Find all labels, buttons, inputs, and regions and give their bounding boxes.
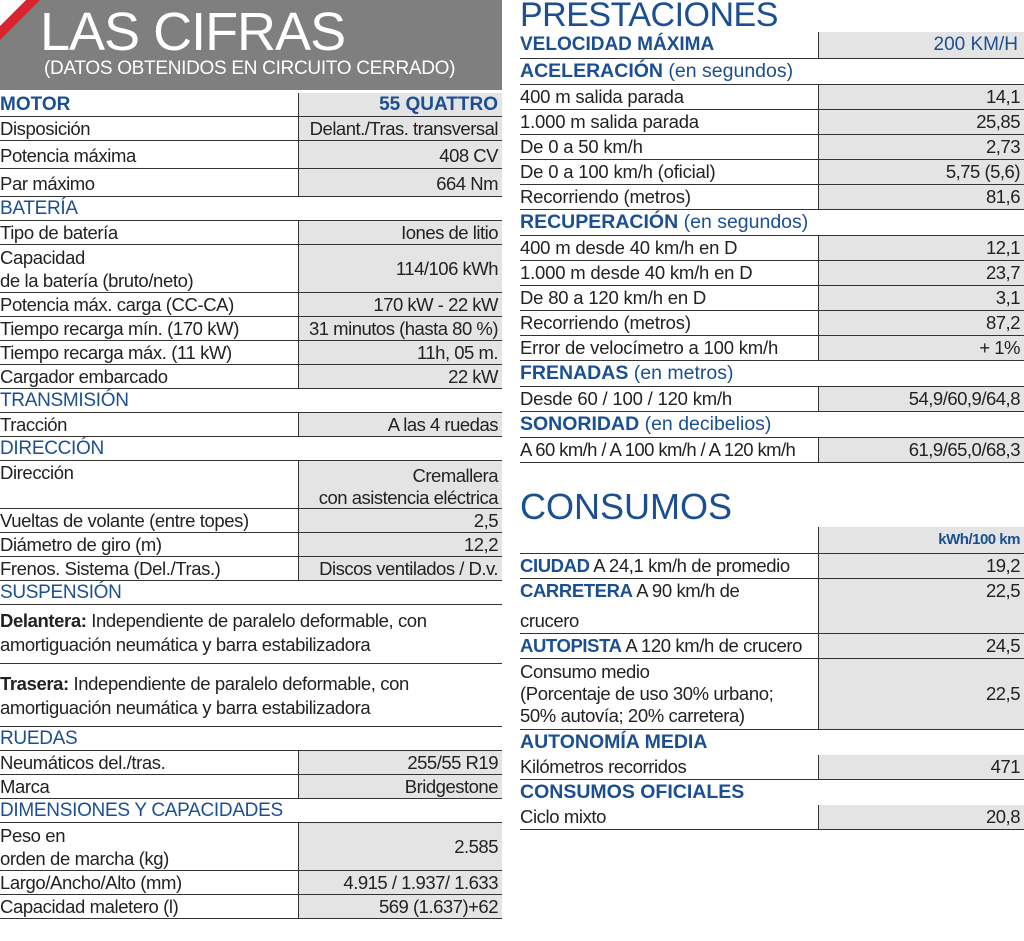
- transmision-title: TRANSMISIÓN: [0, 389, 502, 413]
- table-row: [520, 160, 1024, 185]
- row-label: Vueltas de volante (entre topes): [0, 510, 249, 531]
- row-label: 400 m desde 40 km/h en D: [520, 237, 738, 258]
- row-label: Recorriendo (metros): [520, 312, 691, 333]
- page-title: LAS CIFRAS: [40, 2, 346, 62]
- trasera-text: amortiguación neumática y barra estabilizadora: [0, 697, 371, 718]
- table-row: [520, 135, 1024, 160]
- table-row: [520, 261, 1024, 286]
- row-label: 400 m salida parada: [520, 86, 684, 107]
- autopista-key: AUTOPISTA: [520, 635, 622, 656]
- motor-header: [0, 93, 502, 117]
- recuperacion-unit: (en segundos): [678, 211, 809, 233]
- row-label: Tiempo recarga máx. (11 kW): [0, 342, 232, 363]
- table-row: [520, 85, 1024, 110]
- table-row: [520, 805, 1024, 830]
- row-label: Desde 60 / 100 / 120 km/h: [520, 388, 732, 409]
- row-label: A 60 km/h / A 100 km/h / A 120 km/h: [520, 439, 796, 460]
- row-label: Marca: [0, 776, 50, 797]
- row-value-line: Cremallera: [412, 465, 498, 486]
- row-value: 255/55 R19: [298, 751, 502, 774]
- table-row: [0, 533, 502, 557]
- row-label-line: Capacidad: [0, 247, 85, 268]
- row-label: [520, 554, 818, 578]
- row-value: 569 (1.637)+62: [298, 895, 502, 918]
- row-label: Tipo de batería: [0, 222, 118, 243]
- table-row: [520, 236, 1024, 261]
- table-row: [0, 413, 502, 437]
- row-value: 12,1: [818, 236, 1024, 260]
- header-banner: [0, 0, 502, 90]
- motor-model: 55 QUATTRO: [298, 93, 502, 116]
- row-value: 87,2: [818, 311, 1024, 335]
- row-label: De 0 a 50 km/h: [520, 136, 643, 157]
- row-value: 471: [818, 755, 1024, 779]
- table-row: [0, 365, 502, 389]
- table-row: [0, 557, 502, 581]
- table-row: [520, 185, 1024, 210]
- autonomia-title: [520, 730, 1024, 755]
- consumos-title: CONSUMOS: [520, 486, 733, 527]
- row-value: 23,7: [818, 261, 1024, 285]
- row-value: 170 kW - 22 kW: [298, 293, 502, 316]
- carretera-key: CARRETERA: [520, 580, 633, 601]
- row-value: 2,5: [298, 509, 502, 532]
- vmax-value: 200 KM/H: [818, 32, 1024, 58]
- row-label-line: Consumo medio: [520, 661, 650, 682]
- table-row: [520, 554, 1024, 579]
- row-label: 1.000 m desde 40 km/h en D: [520, 262, 753, 283]
- delantera-text: amortiguación neumática y barra estabilizadora: [0, 634, 371, 655]
- row-label-line: Peso en: [0, 825, 66, 846]
- ruedas-title: RUEDAS: [0, 727, 502, 751]
- row-value: 114/106 kWh: [298, 245, 502, 292]
- table-row: [0, 895, 502, 919]
- row-label: Ciclo mixto: [520, 806, 607, 827]
- table-row: [520, 659, 1024, 730]
- row-value: 19,2: [818, 554, 1024, 578]
- table-row: [520, 336, 1024, 361]
- row-value-line: con asistencia eléctrica: [318, 487, 498, 508]
- row-label: Kilómetros recorridos: [520, 756, 687, 777]
- row-label: Potencia máxima: [0, 145, 136, 166]
- row-label: Par máximo: [0, 173, 95, 194]
- table-row: [0, 317, 502, 341]
- ciudad-key: CIUDAD: [520, 555, 590, 576]
- row-label: Largo/Ancho/Alto (mm): [0, 872, 182, 893]
- row-label-line: de la batería (bruto/neto): [0, 270, 194, 291]
- row-label: 1.000 m salida parada: [520, 111, 699, 132]
- table-row: [520, 438, 1024, 463]
- row-label-line: (Porcentaje de uso 30% urbano;: [520, 683, 774, 704]
- row-label-line: orden de marcha (kg): [0, 848, 169, 869]
- prestaciones-title: PRESTACIONES: [520, 0, 778, 34]
- row-label: De 0 a 100 km/h (oficial): [520, 161, 716, 182]
- delantera-text: Independiente de paralelo deformable, con: [86, 610, 427, 631]
- vmax-row: [520, 32, 1024, 59]
- consumos-unit: kWh/100 km: [818, 527, 1024, 553]
- right-column: [520, 0, 1024, 830]
- row-label: Dirección: [0, 462, 74, 483]
- row-value: 25,85: [818, 110, 1024, 134]
- table-row: [0, 751, 502, 775]
- carretera-text: crucero: [520, 610, 579, 631]
- row-value: 22,5: [818, 659, 1024, 729]
- row-value: 22,5: [818, 579, 1024, 633]
- suspension-delantera: [0, 605, 502, 664]
- row-value: 61,9/65,0/68,3: [818, 438, 1024, 462]
- table-row: [0, 141, 502, 169]
- row-label: Tracción: [0, 414, 68, 435]
- table-row: [0, 509, 502, 533]
- row-label: Error de velocímetro a 100 km/h: [520, 337, 779, 358]
- oficiales-key: CONSUMOS OFICIALES: [520, 781, 745, 803]
- row-label: [520, 634, 818, 658]
- table-row: [0, 461, 502, 509]
- row-label: Tiempo recarga mín. (170 kW): [0, 318, 239, 339]
- unit-spacer: [520, 527, 818, 553]
- row-label: Recorriendo (metros): [520, 186, 691, 207]
- row-label: [0, 823, 298, 870]
- direccion-title: DIRECCIÓN: [0, 437, 502, 461]
- row-value: 3,1: [818, 286, 1024, 310]
- corner-white-mark: [0, 0, 26, 26]
- row-label: Disposición: [0, 118, 91, 139]
- row-value: 11h, 05 m.: [298, 341, 502, 364]
- table-row: [0, 169, 502, 197]
- suspension-trasera: [0, 664, 502, 727]
- oficiales-title: [520, 780, 1024, 805]
- row-label: [0, 245, 298, 292]
- row-label: Diámetro de giro (m): [0, 534, 162, 555]
- autonomia-key: AUTONOMÍA MEDIA: [520, 731, 708, 753]
- vmax-label: VELOCIDAD MÁXIMA: [520, 34, 715, 55]
- row-label: [520, 659, 818, 729]
- row-label: [520, 579, 818, 633]
- row-value: 4.915 / 1.937/ 1.633: [298, 871, 502, 894]
- row-value: 22 kW: [298, 365, 502, 388]
- trasera-text: Independiente de paralelo deformable, con: [68, 673, 409, 694]
- table-row: [0, 341, 502, 365]
- frenadas-unit: (en metros): [628, 362, 734, 384]
- row-value: 14,1: [818, 85, 1024, 109]
- row-label: Capacidad maletero (l): [0, 896, 179, 917]
- table-row: [0, 221, 502, 245]
- table-row: [520, 286, 1024, 311]
- aceleracion-title: [520, 59, 1024, 85]
- row-label-line: 50% autovía; 20% carretera): [520, 705, 745, 726]
- table-row: [0, 117, 502, 141]
- row-value: + 1%: [818, 336, 1024, 360]
- bateria-title: BATERÍA: [0, 197, 502, 221]
- table-row: [520, 579, 1024, 634]
- row-value: 20,8: [818, 805, 1024, 829]
- page-subtitle: (DATOS OBTENIDOS EN CIRCUITO CERRADO): [44, 58, 456, 79]
- motor-title: MOTOR: [0, 94, 71, 115]
- dimensiones-title: DIMENSIONES Y CAPACIDADES: [0, 799, 502, 823]
- row-value: Delant./Tras. transversal: [298, 117, 502, 140]
- table-row: [520, 110, 1024, 135]
- row-value: 2.585: [298, 823, 502, 870]
- left-column: [0, 0, 502, 919]
- table-row: [520, 755, 1024, 780]
- recuperacion-key: RECUPERACIÓN: [520, 211, 679, 233]
- row-value: 5,75 (5,6): [818, 160, 1024, 184]
- table-row: [520, 634, 1024, 659]
- row-value: 408 CV: [298, 141, 502, 168]
- row-value: A las 4 ruedas: [298, 413, 502, 436]
- row-value: 12,2: [298, 533, 502, 556]
- row-value: [298, 461, 502, 508]
- row-value: 81,6: [818, 185, 1024, 209]
- table-row: [0, 775, 502, 799]
- table-row: [520, 311, 1024, 336]
- table-row: [0, 293, 502, 317]
- trasera-key: Trasera:: [0, 673, 69, 694]
- sonoridad-title: [520, 412, 1024, 438]
- frenadas-title: [520, 361, 1024, 387]
- suspension-title: SUSPENSIÓN: [0, 581, 502, 605]
- autopista-text: A 120 km/h de crucero: [621, 635, 803, 656]
- carretera-text: A 90 km/h de: [632, 580, 740, 601]
- table-row: [0, 245, 502, 293]
- table-row: [520, 387, 1024, 412]
- aceleracion-key: ACELERACIÓN: [520, 60, 664, 82]
- row-value: Iones de litio: [298, 221, 502, 244]
- consumos-unit-row: [520, 527, 1024, 554]
- row-label: Cargador embarcado: [0, 366, 168, 387]
- row-label: Neumáticos del./tras.: [0, 752, 166, 773]
- ciudad-text: A 24,1 km/h de promedio: [589, 555, 790, 576]
- row-value: 2,73: [818, 135, 1024, 159]
- aceleracion-unit: (en segundos): [663, 60, 794, 82]
- row-value: 31 minutos (hasta 80 %): [298, 317, 502, 340]
- sonoridad-key: SONORIDAD: [520, 413, 640, 435]
- recuperacion-title: [520, 210, 1024, 236]
- row-value: Discos ventilados / D.v.: [298, 557, 502, 580]
- row-value: 664 Nm: [298, 169, 502, 196]
- delantera-key: Delantera:: [0, 610, 87, 631]
- row-label: De 80 a 120 km/h en D: [520, 287, 707, 308]
- table-row: [0, 823, 502, 871]
- sonoridad-unit: (en decibelios): [639, 413, 772, 435]
- row-value: Bridgestone: [298, 775, 502, 798]
- row-label: Frenos. Sistema (Del./Tras.): [0, 558, 221, 579]
- row-value: 54,9/60,9/64,8: [818, 387, 1024, 411]
- row-label: Potencia máx. carga (CC-CA): [0, 294, 234, 315]
- row-value: 24,5: [818, 634, 1024, 658]
- table-row: [0, 871, 502, 895]
- frenadas-key: FRENADAS: [520, 362, 629, 384]
